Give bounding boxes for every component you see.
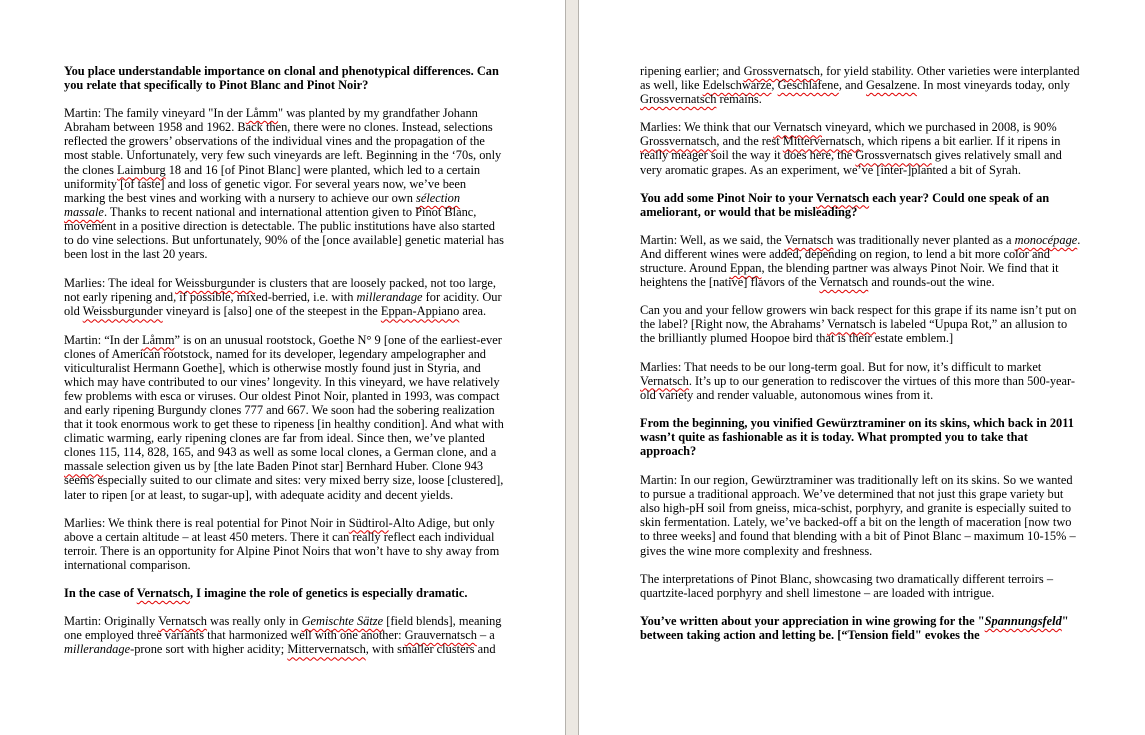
interview-answer: [640, 473, 1081, 558]
misspelled-word: Grossvernatsch: [743, 64, 820, 78]
text-run: , and the rest: [716, 134, 783, 149]
text-run: 18 and 16 [of Pinot Blanc] were planted, which led to a certain uniformity [of taste] and loss of genetic vigor. For several years now, we’ve been marking the best vines and working with a nursery to achieve our own: [64, 162, 481, 205]
text-run: You’ve written about your appreciation in wine growing for the ": [640, 613, 985, 628]
text-run: Marlies: We think that our: [640, 120, 774, 135]
text-run: -prone sort with higher acidity;: [130, 642, 288, 657]
misspelled-word: Vernatsch: [826, 317, 876, 332]
text-run: was really only in: [206, 614, 302, 629]
interview-question: [640, 191, 1081, 219]
misspelled-word: Südtirol: [348, 515, 389, 530]
text-run: is clusters that are loosely packed, not too large, not early ripening and, if possible, mixed-berried, i.e. with: [64, 276, 497, 305]
text-run: Marlies: The ideal for: [64, 276, 176, 291]
text-run: Martin: In our region, Gewürztraminer was traditionally left on its skins. So we wanted to pursue a traditional approach. We’ve determined that not just this grape variety but also high-pH soil from gneiss, mica-schist, porphyry, and granite is especially suited to skin fermentation. Lately, we’ve backed-off a bit on the length of maceration [now two to three weeks] and found that blending with a bit of Pinot Blanc – maximum 10-15% – gives the wine more complexity and freshness.: [640, 473, 1076, 558]
text-run: Can you and your fellow growers win back respect for this grape if its name isn’t put on the label? [Right now, the Abrahams’: [640, 303, 1077, 332]
page-gap-divider: [565, 0, 579, 735]
misspelled-word: Vernatsch: [136, 586, 190, 600]
text-run: , the blending partner was always Pinot Noir. We find that it heightens the [native] flavors of the: [640, 261, 1059, 290]
text-run: -Alto Adige, but only above a certain altitude – at least 450 meters. There it can really reflect each individual terroir. There is an opportunity for Alpine Pinot Noirs that won’t have to shy away from international comparison.: [64, 515, 500, 572]
page-left-content: [64, 0, 505, 656]
text-run: [field blends], meaning one employed three variants that harmonized well with one another:: [64, 614, 502, 643]
interview-answer: [640, 233, 1081, 289]
italic-term: millerandage: [356, 290, 423, 305]
misspelled-word: Grossvernatsch: [640, 134, 717, 149]
interview-answer: [64, 516, 505, 572]
text-run: " between taking action and letting be. [“Tension field" evokes the: [640, 613, 1069, 642]
text-run: Marlies: We think there is real potential for Pinot Noir in: [64, 515, 349, 530]
text-run: Martin: Well, as we said, the: [640, 232, 785, 247]
interview-answer: [64, 333, 505, 502]
misspelled-word: Vernatsch: [815, 190, 870, 205]
text-run: ” is on an unusual rootstock, Goethe N° 9 [one of the earliest-ever clones of American rootstock, named for its developer, legendary ampelographer and viticulturalist Hermann Goethe], which is otherwise mostly found just in Styria, and which may have contributed to our vines’ longevity. In this vineyard, we have relatively few problems with esca or viruses. Our oldest Pinot Noir, planted in 1993, was compact and early ripening Burgundy clones 777 and 667. We soon had the sobering realization that it took enormous work to get these to ripeness [in healthy condition]. And what with climatic warming, early ripening clones are far from ideal. Since then, we’ve planted clones 115, 114, 828, 165, and 943 as well as some local clones, a German clone, and a: [64, 332, 504, 460]
misspelled-word: Gesalzene: [866, 78, 917, 93]
misspelled-word: Geschlafene: [777, 78, 839, 93]
misspelled-word: sélection massale: [64, 190, 461, 219]
text-run: gives relatively small and very aromatic grapes. As an experiment, we’ve [inter-]planted a bit of Syrah.: [640, 148, 1062, 177]
interview-question: [64, 64, 505, 92]
interview-answer: [640, 303, 1081, 345]
misspelled-word: Mittervernatsch: [287, 642, 366, 657]
misspelled-word: Eppan: [729, 261, 762, 276]
text-run: In the case of: [64, 586, 137, 600]
text-run: . Thanks to recent national and international attention given to Pinot Blanc, movement in a positive direction is detectable. The public institutions have also started to do vine selections. But unfortunately, 90% of the [once available] genetic material has been lost in the last 20 years.: [64, 204, 504, 262]
text-run: . In most vineyards today, only: [916, 78, 1070, 93]
interview-answer: [640, 572, 1081, 600]
interview-answer: [64, 276, 505, 318]
misspelled-word: Laimburg: [117, 162, 166, 177]
misspelled-word: Eppan-Appiano: [380, 304, 460, 319]
text-run: selection given us by [the late Baden Pinot star] Bernhard Huber. Clone 943 seems especially suited to our climate and sites: very mixed berry size, loose [clustered], later to ripen [or at least, to sugar-up], with adequate acidity and decent yields.: [64, 459, 504, 502]
interview-answer: [640, 120, 1081, 176]
misspelled-word: monocépage: [1014, 232, 1078, 247]
interview-answer: [640, 64, 1081, 106]
text-run: , with smaller clusters and: [365, 642, 496, 657]
misspelled-word: Weissburgunder: [82, 304, 163, 319]
interview-answer: [640, 360, 1081, 402]
misspelled-word: Edelschwarze: [702, 78, 772, 93]
page-right[interactable]: [579, 0, 1145, 735]
interview-question: [64, 586, 505, 600]
text-run: Marlies: That needs to be our long-term goal. But for now, it’s difficult to market: [640, 359, 1042, 374]
text-run: each year? Could one speak of an ameliorant, or would that be misleading?: [640, 190, 1050, 219]
italic-term: millerandage: [64, 642, 131, 657]
text-run: . It’s up to our generation to rediscover the virtues of this more than 500-year-old variety and render valuable, autonomous wines from it.: [640, 373, 1076, 402]
text-run: for acidity. Our old: [64, 290, 502, 319]
text-run: area.: [459, 304, 487, 319]
text-run: , I imagine the role of genetics is especially dramatic.: [189, 586, 468, 600]
interview-question: [640, 614, 1081, 642]
text-run: was traditionally never planted as a: [833, 232, 1015, 247]
text-run: , for yield stability. Other varieties were interplanted as well, like: [640, 64, 1080, 93]
text-run: remains.: [716, 92, 762, 107]
misspelled-word: Gemischte Sätze: [301, 614, 384, 629]
text-run: Martin: Originally: [64, 614, 159, 629]
text-run: . And different wines were added, depending on region, to lend a bit more color and structure. Around: [640, 232, 1081, 276]
interview-question: [640, 416, 1081, 458]
interview-answer: [64, 614, 505, 656]
misspelled-word: Vernatsch: [773, 120, 822, 135]
text-run: , and: [838, 78, 867, 93]
misspelled-word: massale: [64, 459, 104, 474]
page-left[interactable]: [0, 0, 565, 735]
misspelled-word: Weissburgunder: [175, 276, 256, 291]
misspelled-word: Grossvernatsch: [855, 148, 932, 163]
misspelled-word: Låmm: [245, 106, 279, 121]
misspelled-word: Vernatsch: [640, 373, 689, 388]
text-run: and rounds-out the wine.: [868, 275, 995, 290]
misspelled-word: Vernatsch: [784, 232, 834, 247]
misspelled-word: Vernatsch: [819, 275, 869, 290]
text-run: You place understandable importance on clonal and phenotypical differences. Can you relate that specifically to Pinot Blanc and Pinot Noir?: [64, 64, 499, 93]
text-run: You add some Pinot Noir to your: [640, 190, 816, 205]
interview-answer: [64, 106, 505, 261]
text-run: From the beginning, you vinified Gewürztraminer on its skins, which back in 2011 wasn’t quite as fashionable as it is today. What prompted you to take that approach?: [640, 415, 1074, 458]
misspelled-word: Spannungsfeld: [984, 613, 1062, 628]
text-run: ,: [771, 78, 778, 93]
misspelled-word: Grossvernatsch: [640, 92, 717, 107]
text-run: , which ripens a bit earlier. If it ripens in really meager soil the way it does here, the: [640, 134, 1061, 163]
misspelled-word: Vernatsch: [158, 614, 207, 629]
text-run: " was planted by my grandfather Johann Abraham between 1958 and 1962. Back then, there were no clones. Instead, selections reflected the growers’ observations of the individual vines and the propagation of the most stable. Unfortunately, very few such vineyards are left. Beginning in the ‘70s, only the clones: [64, 106, 502, 177]
text-run: is labeled “Upupa Rot,” an allusion to the brilliantly plumed Hoopoe bird that is their estate emblem.]: [640, 317, 1068, 346]
page-right-content: [640, 0, 1081, 642]
misspelled-word: Grauvernatsch: [404, 628, 477, 643]
text-run: vineyard, which we purchased in 2008, is 90%: [821, 120, 1057, 135]
text-run: Martin: The family vineyard "In der: [64, 106, 246, 121]
misspelled-word: Mittervernatsch: [782, 134, 862, 149]
text-run: vineyard is [also] one of the steepest in the: [162, 304, 381, 319]
text-run: ripening earlier; and: [640, 64, 744, 78]
text-run: The interpretations of Pinot Blanc, showcasing two dramatically different terroirs – quartzite-laced porphyry and shell limestone – are loaded with intrigue.: [640, 571, 1054, 600]
text-run: Martin: “In der: [64, 332, 143, 347]
misspelled-word: Låmm: [142, 332, 175, 347]
text-run: – a: [476, 628, 495, 643]
